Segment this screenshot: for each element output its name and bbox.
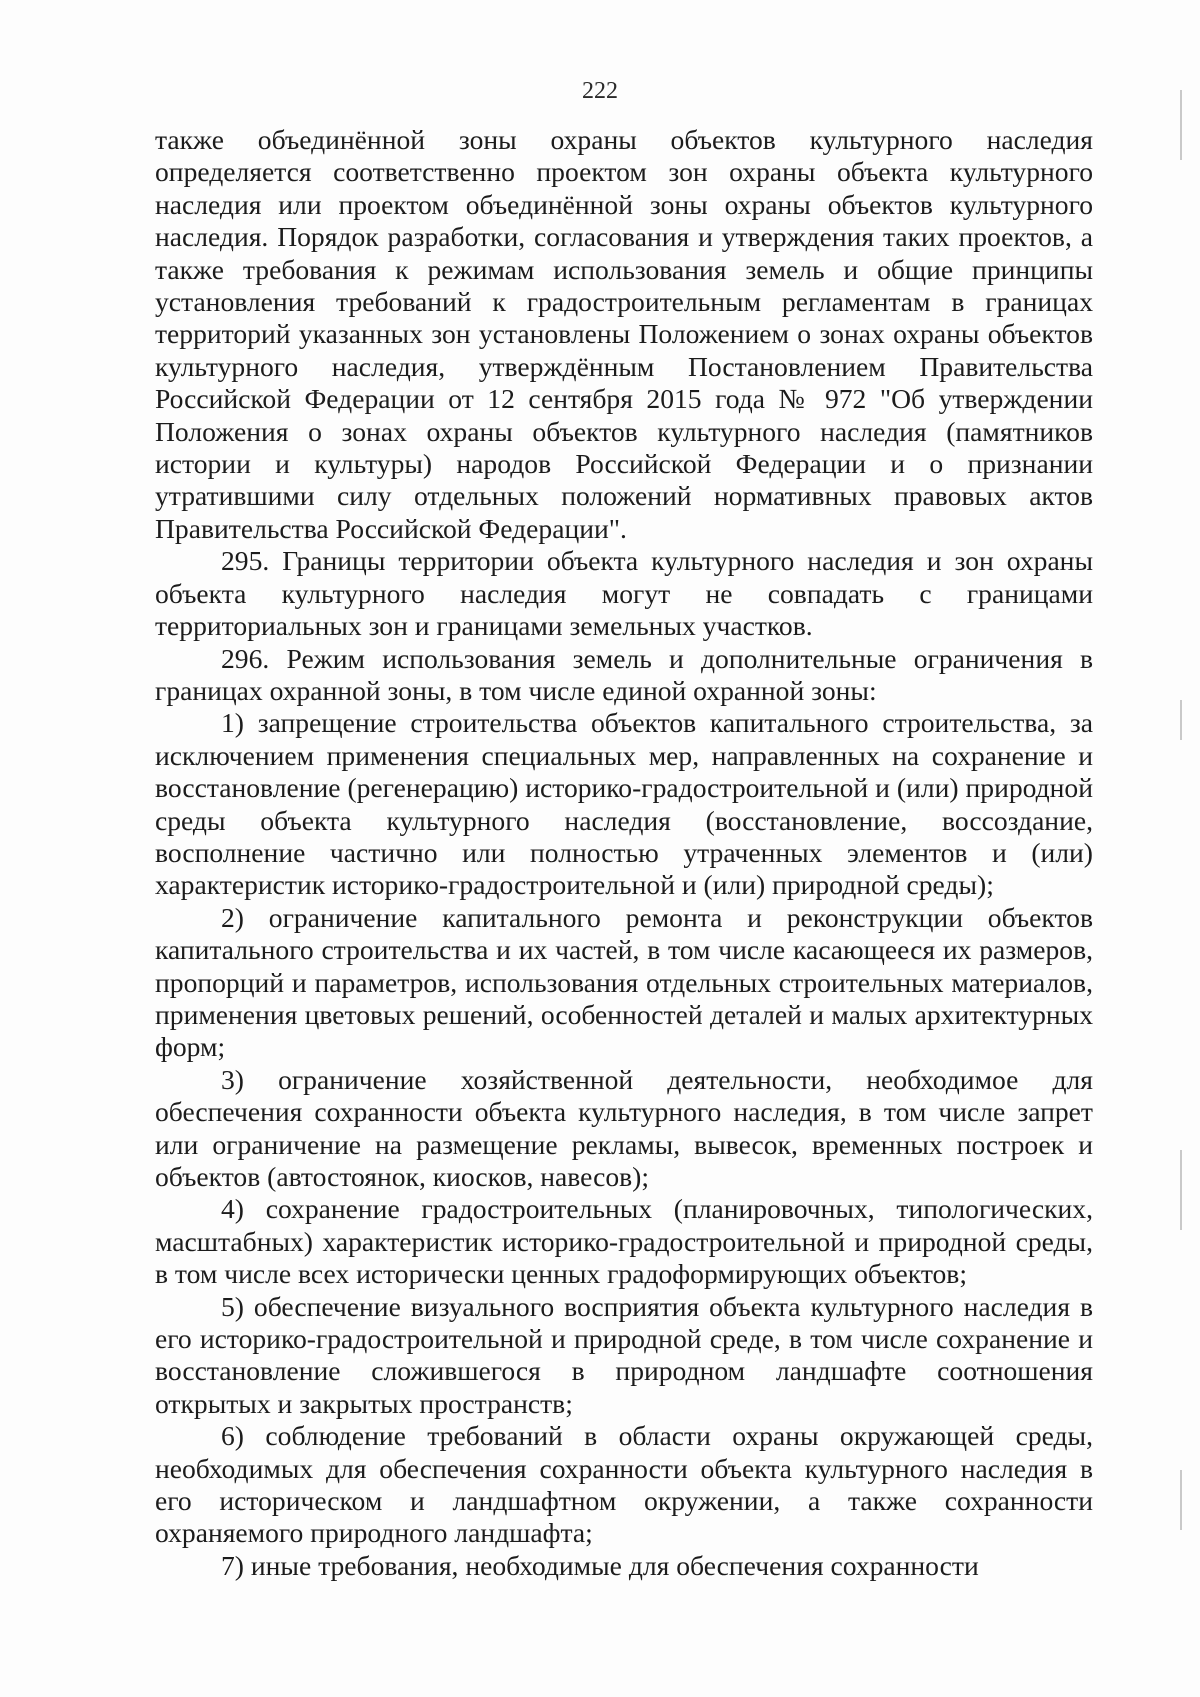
list-item-1: 1) запрещение строительства объектов капитального строительства, за исключением применения специальных мер, направленных на сохранение и восстановление (регенерацию) историко-градостроительной и (или) природной среды объекта культурного наследия (восстановление, воссоздание, восполнение частично или полностью утраченных элементов и (или) характеристик историко-градостроительной и (или) природной среды); (155, 707, 1093, 901)
scan-edge-mark (1180, 1470, 1182, 1530)
paragraph-continuation: также объединённой зоны охраны объектов культурного наследия определяется соответственно проектом зон охраны объекта культурного наследия или проектом объединённой зоны охраны объектов культурного наследия. Порядок разработки, согласования и утверждения таких проектов, а также требования к режимам использования земель и общие принципы установления требований к градостроительным регламентам в границах территорий указанных зон установлены Положением о зонах охраны объектов культурного наследия, утверждённым Постановлением Правительства Российской Федерации от 12 сентября 2015 года № 972 "Об утверждении Положения о зонах охраны объектов культурного наследия (памятников истории и культуры) народов Российской Федерации и о признании утратившими силу отдельных положений нормативных правовых актов Правительства Российской Федерации". (155, 124, 1093, 544)
list-item-3: 3) ограничение хозяйственной деятельности, необходимое для обеспечения сохранности объекта культурного наследия, в том числе запрет или ограничение на размещение рекламы, вывесок, временных построек и объектов (автостоянок, киосков, навесов); (155, 1063, 1093, 1192)
scan-edge-mark (1180, 1150, 1182, 1230)
page-number: 222 (582, 78, 618, 104)
list-item-5: 5) обеспечение визуального восприятия объекта культурного наследия в его историко-градостроительной и природной среде, в том числе сохранение и восстановление сложившегося в природном ландшафте соотношения открытых и закрытых пространств; (155, 1290, 1093, 1419)
paragraph-296: 296. Режим использования земель и дополнительные ограничения в границах охранной зоны, в том числе единой охранной зоны: (155, 642, 1093, 706)
scan-edge-mark (1180, 90, 1182, 160)
list-item-4: 4) сохранение градостроительных (планировочных, типологических, масштабных) характеристик историко-градостроительной и природной среды, в том числе всех исторически ценных градоформирующих объектов; (155, 1193, 1093, 1290)
document-body (155, 124, 1093, 1582)
list-item-6: 6) соблюдение требований в области охраны окружающей среды, необходимых для обеспечения сохранности объекта культурного наследия в его историческом и ландшафтном окружении, а также сохранности охраняемого природного ландшафта; (155, 1420, 1093, 1549)
list-item-7: 7) иные требования, необходимые для обеспечения сохранности (221, 1549, 979, 1581)
paragraph-295: 295. Границы территории объекта культурного наследия и зон охраны объекта культурного наследия могут не совпадать с границами территориальных зон и границами земельных участков. (155, 545, 1093, 642)
scan-edge-mark (1180, 700, 1182, 740)
list-item-2: 2) ограничение капитального ремонта и реконструкции объектов капитального строительства и их частей, в том числе касающееся их размеров, пропорций и параметров, использования отдельных строительных материалов, применения цветовых решений, особенностей деталей и малых архитектурных форм; (155, 901, 1093, 1063)
